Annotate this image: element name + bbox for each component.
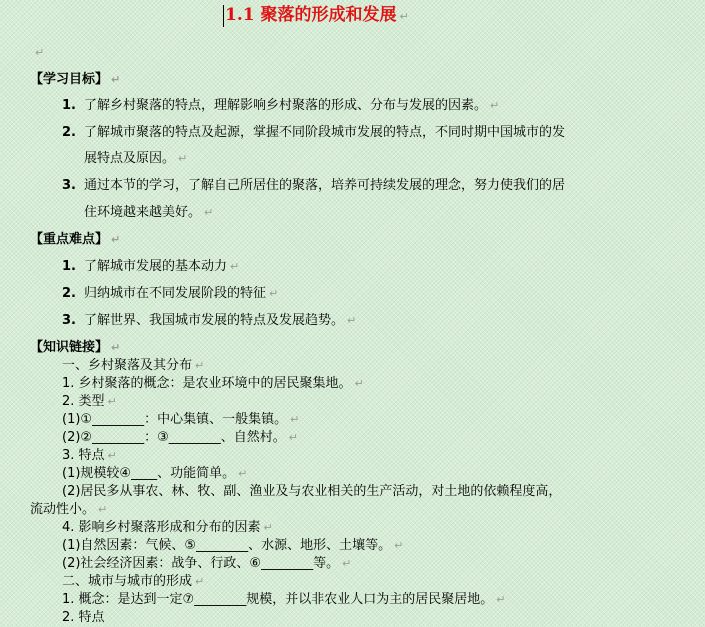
knowledge-text: 一、乡村聚落及其分布 xyxy=(62,358,193,373)
key-item xyxy=(62,312,356,330)
knowledge-line xyxy=(62,393,117,411)
document-title: 1.1 聚落的形成和发展 xyxy=(225,5,397,25)
knowledge-text: (1)自然因素：气候、⑤________、水源、地形、土壤等。 xyxy=(62,538,392,553)
knowledge-line xyxy=(62,573,204,591)
knowledge-text: 4. 影响乡村聚落形成和分布的因素 xyxy=(62,520,261,535)
paragraph-mark-icon: ↵ xyxy=(238,467,248,480)
paragraph-mark-icon: ↵ xyxy=(347,314,357,327)
paragraph-mark-icon: ↵ xyxy=(107,395,117,408)
knowledge-heading-line xyxy=(30,339,120,357)
key-text: 了解世界、我国城市发展的特点及发展趋势。 xyxy=(84,313,345,328)
paragraph-mark-icon: ↵ xyxy=(354,377,364,390)
goals-heading: 【学习目标】 xyxy=(30,72,109,87)
document-title-line xyxy=(225,6,409,26)
goal-continuation xyxy=(84,150,187,168)
goal-item xyxy=(62,124,565,142)
knowledge-line xyxy=(62,357,204,375)
paragraph-mark-icon: ↵ xyxy=(111,233,121,246)
key-item xyxy=(62,258,239,276)
knowledge-line xyxy=(62,519,273,537)
knowledge-line xyxy=(62,609,105,627)
key-number: 1. xyxy=(62,259,76,274)
knowledge-text: (2)②________：③________、自然村。 xyxy=(62,430,286,445)
key-heading: 【重点难点】 xyxy=(30,232,109,247)
knowledge-line xyxy=(62,591,505,609)
knowledge-line xyxy=(62,411,299,429)
knowledge-line xyxy=(62,483,561,501)
knowledge-text: 流动性小。 xyxy=(30,502,96,517)
knowledge-heading: 【知识链接】 xyxy=(30,340,109,355)
goals-heading-line xyxy=(30,71,120,89)
knowledge-text: 3. 特点 xyxy=(62,448,105,463)
knowledge-text: 2. 类型 xyxy=(62,394,105,409)
knowledge-line xyxy=(62,447,117,465)
goal-number: 2. xyxy=(62,125,76,140)
key-number: 2. xyxy=(62,286,76,301)
paragraph-mark-icon: ↵ xyxy=(98,503,108,516)
goal-number: 1. xyxy=(62,98,76,113)
knowledge-line xyxy=(62,537,403,555)
goal-text: 了解城市聚落的特点及起源，掌握不同阶段城市发展的特点，不同时期中国城市的发 xyxy=(84,125,566,140)
knowledge-text: 二、城市与城市的形成 xyxy=(62,574,193,589)
goal-text-cont: 展特点及原因。 xyxy=(84,151,176,166)
paragraph-mark-icon: ↵ xyxy=(195,575,205,588)
knowledge-line xyxy=(62,429,298,447)
key-text: 归纳城市在不同发展阶段的特征 xyxy=(84,286,267,301)
paragraph-mark-icon: ↵ xyxy=(195,359,205,372)
goal-text-cont: 住环境越来越美好。 xyxy=(84,205,202,220)
paragraph-mark-icon: ↵ xyxy=(111,73,121,86)
paragraph-mark-icon: ↵ xyxy=(490,99,500,112)
key-text: 了解城市发展的基本动力 xyxy=(84,259,228,274)
key-item xyxy=(62,285,278,303)
knowledge-text: (1)规模较④____、功能简单。 xyxy=(62,466,236,481)
knowledge-text: (2)居民多从事农、林、牧、副、渔业及与农业相关的生产活动，对土地的依赖程度高， xyxy=(62,484,562,499)
goal-item xyxy=(62,177,565,195)
text-cursor xyxy=(223,5,224,27)
goal-text: 通过本节的学习，了解自己所居住的聚落，培养可持续发展的理念，努力使我们的居 xyxy=(84,178,566,193)
paragraph-mark-icon: ↵ xyxy=(107,449,117,462)
paragraph-mark-icon: ↵ xyxy=(111,341,121,354)
paragraph-mark-icon: ↵ xyxy=(230,260,240,273)
paragraph-mark-icon: ↵ xyxy=(342,557,352,570)
knowledge-text: (1)①________：中心集镇、一般集镇。 xyxy=(62,412,288,427)
goal-continuation xyxy=(84,204,213,222)
key-number: 3. xyxy=(62,313,76,328)
paragraph-mark-icon: ↵ xyxy=(290,413,300,426)
paragraph-mark-icon: ↵ xyxy=(288,431,298,444)
knowledge-text: 2. 特点 xyxy=(62,610,105,625)
goal-item xyxy=(62,97,499,115)
knowledge-line xyxy=(62,465,247,483)
goal-text: 了解乡村聚落的特点，理解影响乡村聚落的形成、分布与发展的因素。 xyxy=(84,98,488,113)
knowledge-text: 1. 乡村聚落的概念：是农业环境中的居民聚集地。 xyxy=(62,376,352,391)
paragraph-mark-icon: ↵ xyxy=(178,152,188,165)
paragraph-mark-icon: ↵ xyxy=(496,593,506,606)
empty-paragraph xyxy=(32,44,44,62)
knowledge-line xyxy=(30,501,107,519)
paragraph-mark-icon: ↵ xyxy=(263,521,273,534)
paragraph-mark-icon: ↵ xyxy=(35,46,45,59)
knowledge-text: (2)社会经济因素：战争、行政、⑥________等。 xyxy=(62,556,340,571)
knowledge-line xyxy=(62,375,364,393)
paragraph-mark-icon: ↵ xyxy=(269,287,279,300)
knowledge-line xyxy=(62,555,351,573)
key-heading-line xyxy=(30,231,120,249)
goal-number: 3. xyxy=(62,178,76,193)
paragraph-mark-icon: ↵ xyxy=(394,539,404,552)
knowledge-text: 1. 概念：是达到一定⑦________规模，并以非农业人口为主的居民聚居地。 xyxy=(62,592,494,607)
paragraph-mark-icon: ↵ xyxy=(399,10,409,23)
paragraph-mark-icon: ↵ xyxy=(204,206,214,219)
